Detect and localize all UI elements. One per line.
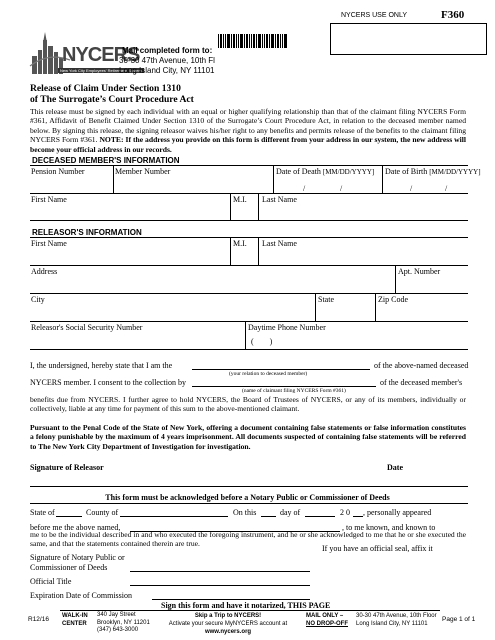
address-input[interactable] bbox=[31, 277, 393, 291]
notary-body: me to be the individual described in and who executed the foregoing instrument, and he or she acknowledged to me that he or she executed the same, and that the statements contained therein are true. bbox=[30, 530, 466, 548]
releasor-heading: RELEASOR'S INFORMATION bbox=[32, 228, 142, 237]
deceased-mi-input[interactable] bbox=[233, 205, 257, 219]
form-title-line2: of The Surrogate’s Court Procedure Act bbox=[30, 94, 194, 105]
label-pension-number: Pension Number bbox=[31, 167, 85, 176]
date-of-birth-format: [MM/DD/YYYY] bbox=[429, 168, 481, 176]
mail-only-line2: NO DROP-OFF bbox=[306, 621, 348, 627]
state-input[interactable] bbox=[318, 305, 373, 319]
phone-area-code-parens: ( ) bbox=[251, 337, 273, 346]
deceased-first-name-input[interactable] bbox=[31, 205, 229, 219]
walk-in-phone: (347) 643-3000 bbox=[97, 627, 139, 633]
mail-label: Mail completed form to: bbox=[122, 46, 213, 55]
date-of-birth-input[interactable] bbox=[385, 177, 467, 192]
notary-county-input[interactable] bbox=[120, 508, 228, 517]
label-city: City bbox=[31, 295, 45, 304]
apt-number-input[interactable] bbox=[398, 277, 466, 291]
logo-subtitle: New York City Employees' Retirement System bbox=[60, 68, 142, 73]
dod-slash-1: / bbox=[303, 184, 306, 193]
label-daytime-phone: Daytime Phone Number bbox=[248, 323, 326, 332]
day-of-label: day of bbox=[280, 508, 301, 517]
mail-only-line1: MAIL ONLY – bbox=[306, 613, 344, 619]
mail-address-line1: 30-30 47th Avenue, 10th Fl bbox=[119, 56, 215, 65]
label-state: State bbox=[318, 295, 334, 304]
mail-only-address bbox=[356, 612, 437, 628]
label-deceased-mi: M.I. bbox=[233, 195, 247, 204]
expiration-label: Expiration Date of Commission bbox=[30, 591, 132, 600]
intro-note: NOTE: If the address you provide on this form is different from your address in our system, the new address will become your official address in our records. bbox=[30, 135, 466, 154]
penal-code-notice: Pursuant to the Penal Code of the State of New York, offering a document containing false statements or false information constitutes a felony punishable by the maximum of 4 years imprisonment. All documents suspected of containing false statements will be referred to The New York City Department of Investigation for investigation. bbox=[30, 423, 466, 451]
notary-state-input[interactable] bbox=[56, 508, 82, 517]
deceased-last-name-input[interactable] bbox=[262, 205, 466, 219]
label-member-number: Member Number bbox=[115, 167, 171, 176]
date-of-birth-text: Date of Birth bbox=[385, 167, 428, 176]
relation-caption: (your relation to deceased member) bbox=[229, 371, 308, 377]
notary-year-input[interactable] bbox=[353, 508, 363, 517]
logo-text: NYCERS bbox=[62, 44, 140, 66]
notary-month-input[interactable] bbox=[305, 508, 335, 517]
statement-line2-start: NYCERS member. I consent to the collection by bbox=[30, 378, 186, 387]
nycers-logo bbox=[28, 30, 142, 80]
dob-slash-2: / bbox=[445, 184, 448, 193]
mail-only-address-line2: Long Island City, NY 11101 bbox=[356, 621, 428, 627]
mail-only-address-line1: 30-30 47th Avenue, 10th Floor bbox=[356, 613, 437, 619]
notary-signature-input[interactable] bbox=[130, 563, 310, 572]
on-this-label: On this bbox=[233, 508, 257, 517]
official-title-label: Official Title bbox=[30, 577, 72, 586]
notary-signature-label-1: Signature of Notary Public or bbox=[30, 553, 125, 562]
nycers-use-only-label: NYCERS USE ONLY bbox=[341, 12, 407, 19]
signature-label: Signature of Releasor bbox=[30, 463, 104, 472]
official-title-input[interactable] bbox=[130, 577, 310, 586]
label-address: Address bbox=[31, 267, 58, 276]
revision-date: R12/16 bbox=[28, 616, 49, 623]
notary-signature-label-2: Commissioner of Deeds bbox=[30, 563, 108, 572]
city-input[interactable] bbox=[31, 305, 313, 319]
walk-in-line2: CENTER bbox=[62, 621, 87, 627]
before-me-label: before me the above named, bbox=[30, 523, 121, 532]
skip-trip-block bbox=[158, 612, 298, 636]
notary-heading: This form must be acknowledged before a Notary Public or Commissioner of Deeds bbox=[105, 493, 390, 502]
releasor-first-name-input[interactable] bbox=[31, 249, 229, 263]
form-id: F360 bbox=[441, 9, 465, 21]
deceased-heading: DECEASED MEMBER'S INFORMATION bbox=[32, 156, 180, 165]
date-of-death-text: Date of Death bbox=[276, 167, 321, 176]
walk-in-address bbox=[97, 612, 150, 635]
sign-notarize-note: Sign this form and have it notarized, THIS PAGE bbox=[161, 601, 331, 610]
page-number: Page 1 of 1 bbox=[442, 616, 476, 623]
intro-text: This release must be signed by each individual with an equal or higher qualifying relationship than that of the claimant filing NYCERS Form #361, Affidavit of Benefit Claimed Under Section 1310 of the Surrogate’s Court Procedure Act, in relation to the deceased member named below. By signing this release, the signing releasor waives his/her right to any benefits and permits release of the benefits to the claimant filing NYCERS Form #361. bbox=[30, 107, 466, 145]
ssn-input[interactable] bbox=[31, 333, 243, 347]
personally-appeared-label: , personally appeared bbox=[363, 508, 432, 517]
form-title-line1: Release of Claim Under Section 1310 bbox=[30, 83, 181, 94]
releasor-mi-input[interactable] bbox=[233, 249, 257, 263]
statement-line3: benefits due from NYCERS. I further agree to hold NYCERS, the Board of Trustees of NYCERS, or any of its members, individually or collectively, liable at any time for payment of this sum to the above-mentioned claimant. bbox=[30, 395, 466, 414]
relation-input[interactable] bbox=[192, 361, 370, 370]
year-prefix: 2 0 bbox=[340, 508, 350, 517]
releasor-signature-input[interactable] bbox=[30, 473, 380, 486]
intro-paragraph bbox=[30, 107, 466, 154]
walk-in-label bbox=[62, 612, 88, 628]
mail-address-line2: Long Island City, NY 11101 bbox=[119, 66, 215, 75]
label-deceased-last-name: Last Name bbox=[262, 195, 297, 204]
label-releasor-last-name: Last Name bbox=[262, 239, 297, 248]
county-of-label: County of bbox=[86, 508, 119, 517]
daytime-phone-input[interactable] bbox=[248, 333, 466, 347]
skip-trip-title: Skip a Trip to NYCERS! bbox=[194, 613, 262, 619]
statement-line2-end: of the deceased member's bbox=[380, 378, 463, 387]
label-releasor-mi: M.I. bbox=[233, 239, 247, 248]
walk-in-address-line2: Brooklyn, NY 11201 bbox=[97, 619, 150, 626]
statement-line1-end: of the above-named deceased bbox=[374, 361, 469, 370]
zip-code-input[interactable] bbox=[378, 305, 466, 319]
date-of-death-input[interactable] bbox=[276, 177, 381, 192]
member-number-input[interactable] bbox=[115, 177, 271, 192]
nycers-use-only-box bbox=[330, 23, 487, 55]
releasor-last-name-input[interactable] bbox=[262, 249, 466, 263]
label-date-of-birth bbox=[385, 167, 481, 177]
mail-only-label bbox=[306, 612, 348, 628]
date-of-death-format: [MM/DD/YYYY] bbox=[322, 168, 375, 176]
nycers-website-link[interactable]: www.nycers.org bbox=[204, 629, 252, 635]
dod-slash-2: / bbox=[340, 184, 343, 193]
seal-note: If you have an official seal, affix it bbox=[322, 544, 433, 553]
label-ssn: Releasor's Social Security Number bbox=[31, 323, 143, 332]
claimant-caption: (name of claimant filing NYCERS Form #361) bbox=[242, 388, 346, 394]
pension-number-input[interactable] bbox=[31, 177, 111, 192]
label-releasor-first-name: First Name bbox=[31, 239, 67, 248]
label-deceased-first-name: First Name bbox=[31, 195, 67, 204]
skip-trip-text: Activate your secure MyNYCERS account at bbox=[168, 621, 288, 627]
barcode bbox=[218, 34, 288, 48]
releasor-date-input[interactable] bbox=[387, 473, 467, 486]
notary-day-input[interactable] bbox=[261, 508, 276, 517]
known-label: , to me known, and known to bbox=[342, 523, 436, 532]
walk-in-line1: WALK-IN bbox=[62, 613, 88, 619]
statement-line1-start: I, the undersigned, hereby state that I am the bbox=[30, 361, 173, 370]
expiration-input[interactable] bbox=[152, 591, 310, 600]
claimant-name-input[interactable] bbox=[192, 378, 376, 387]
label-apt-number: Apt. Number bbox=[398, 267, 441, 276]
walk-in-address-line1: 340 Jay Street bbox=[97, 612, 136, 618]
label-zip-code: Zip Code bbox=[378, 295, 408, 304]
state-of-label: State of bbox=[30, 508, 55, 517]
signature-date-label: Date bbox=[387, 463, 403, 472]
label-date-of-death bbox=[276, 167, 374, 177]
dob-slash-1: / bbox=[410, 184, 413, 193]
